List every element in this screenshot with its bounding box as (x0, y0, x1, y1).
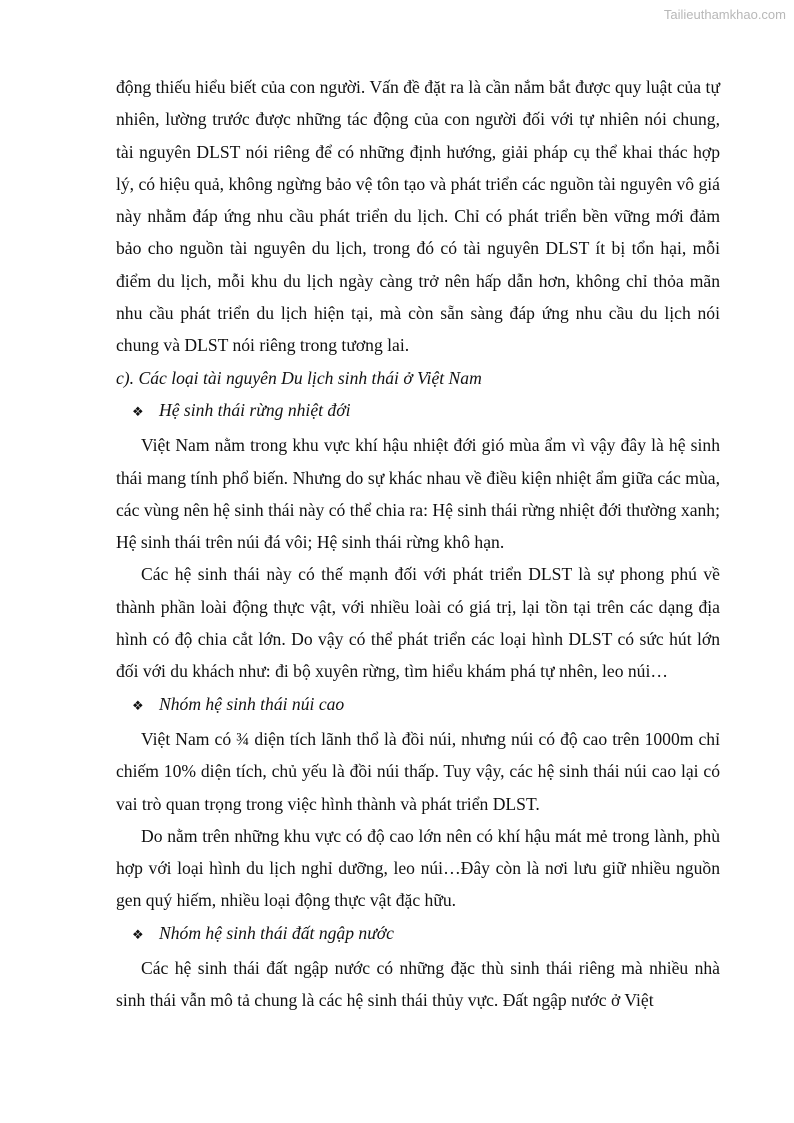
paragraph: Do nằm trên những khu vực có độ cao lớn nên có khí hậu mát mẻ trong lành, phù hợp với loại hình du lịch nghỉ dưỡng, leo núi…Đây còn là nơi lưu giữ nhiều nguồn gen quý hiếm, nhiều loại động thực vật đặc hữu. (116, 825, 720, 911)
paragraph: Việt Nam nằm trong khu vực khí hậu nhiệt đới gió mùa ẩm vì vậy đây là hệ sinh thái mang tính phổ biến. Nhưng do sự khác nhau về điều kiện nhiệt ẩm giữa các mùa, các vùng nên hệ sinh thái này có thể chia ra: Hệ sinh thái rừng nhiệt đới thường xanh; Hệ sinh thái trên núi đá vôi; Hệ sinh thái rừng khô hạn. (116, 435, 720, 553)
bullet-heading-label: Hệ sinh thái rừng nhiệt đới (159, 399, 351, 420)
section-heading: c). Các loại tài nguyên Du lịch sinh thái ở Việt Nam (116, 367, 482, 388)
bullet-heading-wetland (116, 917, 720, 952)
bullet-heading-label: Nhóm hệ sinh thái đất ngập nước (159, 922, 394, 943)
paragraph: Việt Nam có ¾ diện tích lãnh thổ là đồi núi, nhưng núi có độ cao trên 1000m chỉ chiếm 10% diện tích, chủ yếu là đồi núi thấp. Tuy vậy, các hệ sinh thái núi cao lại có vai trò quan trọng trong việc hình thành và phát triển DLST. (116, 728, 720, 814)
intro-paragraph: động thiếu hiểu biết của con người. Vấn đề đặt ra là cần nắm bắt được quy luật của tự nhiên, lường trước được những tác động của con người đối với tự nhiên nói chung, tài nguyên DLST nói riêng để có những định hướng, giải pháp cụ thể khai thác hợp lý, có hiệu quả, không ngừng bảo vệ tôn tạo và phát triển các nguồn tài nguyên vô giá này nhằm đáp ứng nhu cầu phát triển du lịch. Chỉ có phát triển bền vững mới đảm bảo cho nguồn tài nguyên du lịch, trong đó có tài nguyên DLST ít bị tổn hại, mỗi điểm du lịch, mỗi khu du lịch ngày càng trở nên hấp dẫn hơn, không chỉ thỏa mãn nhu cầu phát triển du lịch hiện tại, mà còn sẵn sàng đáp ứng nhu cầu du lịch nói chung và DLST nói riêng trong tương lai. (116, 77, 720, 356)
paragraph: Các hệ sinh thái đất ngập nước có những đặc thù sinh thái riêng mà nhiều nhà sinh thái vẫn mô tả chung là các hệ sinh thái thủy vực. Đất ngập nước ở Việt (116, 958, 720, 1011)
bullet-icon: ❖ (132, 698, 144, 714)
bullet-heading-label: Nhóm hệ sinh thái núi cao (159, 693, 345, 714)
bullet-heading-rainforest (116, 394, 720, 429)
bullet-icon: ❖ (132, 927, 144, 943)
paragraph: Các hệ sinh thái này có thế mạnh đối với phát triển DLST là sự phong phú về thành phần loài động thực vật, với nhiều loài có giá trị, lại tồn tại trên các dạng địa hình có độ chia cắt lớn. Do vậy có thể phát triển các loại hình DLST có sức hút lớn đối với du khách như: đi bộ xuyên rừng, tìm hiểu khám phá tự nhên, leo núi… (116, 564, 720, 682)
document-body (116, 71, 720, 1017)
bullet-icon: ❖ (132, 404, 144, 420)
bullet-heading-mountain (116, 688, 720, 723)
watermark: Tailieuthamkhao.com (663, 7, 786, 22)
